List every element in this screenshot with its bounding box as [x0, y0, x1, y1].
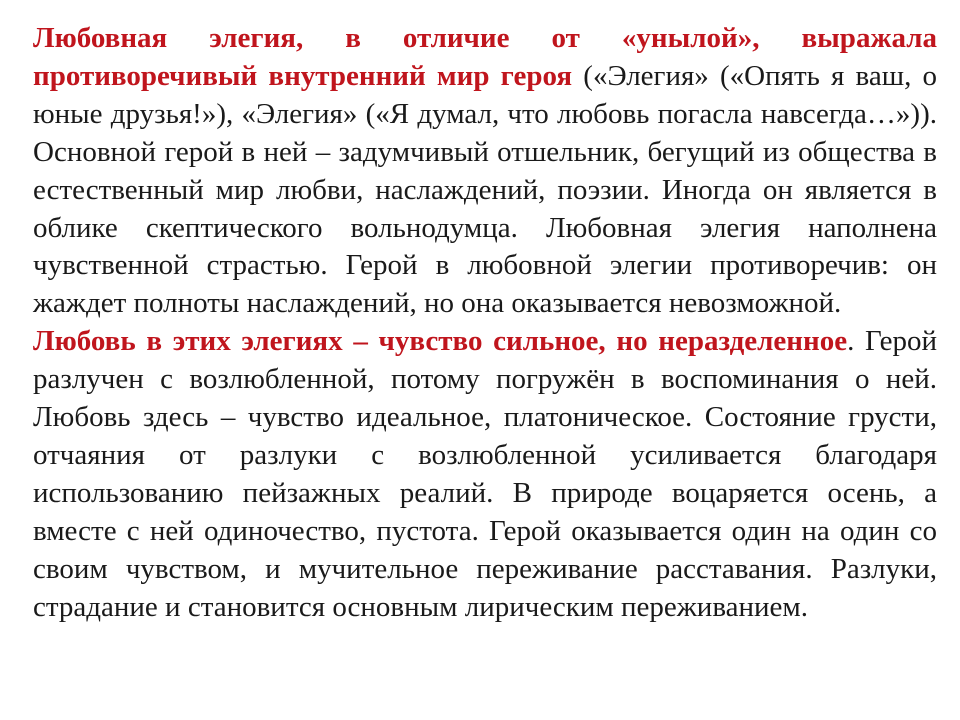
slide-text-block [33, 20, 937, 627]
highlighted-lead-2: Любовь в этих элегиях – чувство сильное, но неразделенное [33, 325, 848, 358]
paragraph-unrequited-love [33, 323, 937, 626]
highlighted-lead-1: Любовная элегия, в отличие от «унылой», выражала противоречивый внутренний мир героя [33, 22, 937, 92]
paragraph-love-elegy [33, 20, 937, 323]
paragraph-body-2: . Герой разлучен с возлюбленной, потому погружён в воспоминания о ней. Любовь здесь – чувство идеальное, платоническое. Состояние грусти, отчаяния от разлуки с возлюбленной усиливается благодаря использованию пейзажных реалий. В природе воцаряется осень, а вместе с ней одиночество, пустота. Герой оказывается один на один со своим чувством, и мучительное переживание расставания. Разлуки, страдание и становится основным лирическим переживанием. [33, 325, 938, 623]
paragraph-body-1: («Элегия» («Опять я ваш, о юные друзья!»), «Элегия» («Я думал, что любовь погасла навсегда…»)). Основной герой в ней – задумчивый отшельник, бегущий из общества в естественный мир любви, наслаждений, поэзии. Иногда он является в облике скептического вольнодумца. Любовная элегия наполнена чувственной страстью. Герой в любовной элегии противоречив: он жаждет полноты наслаждений, но она оказывается невозможной. [33, 59, 938, 320]
